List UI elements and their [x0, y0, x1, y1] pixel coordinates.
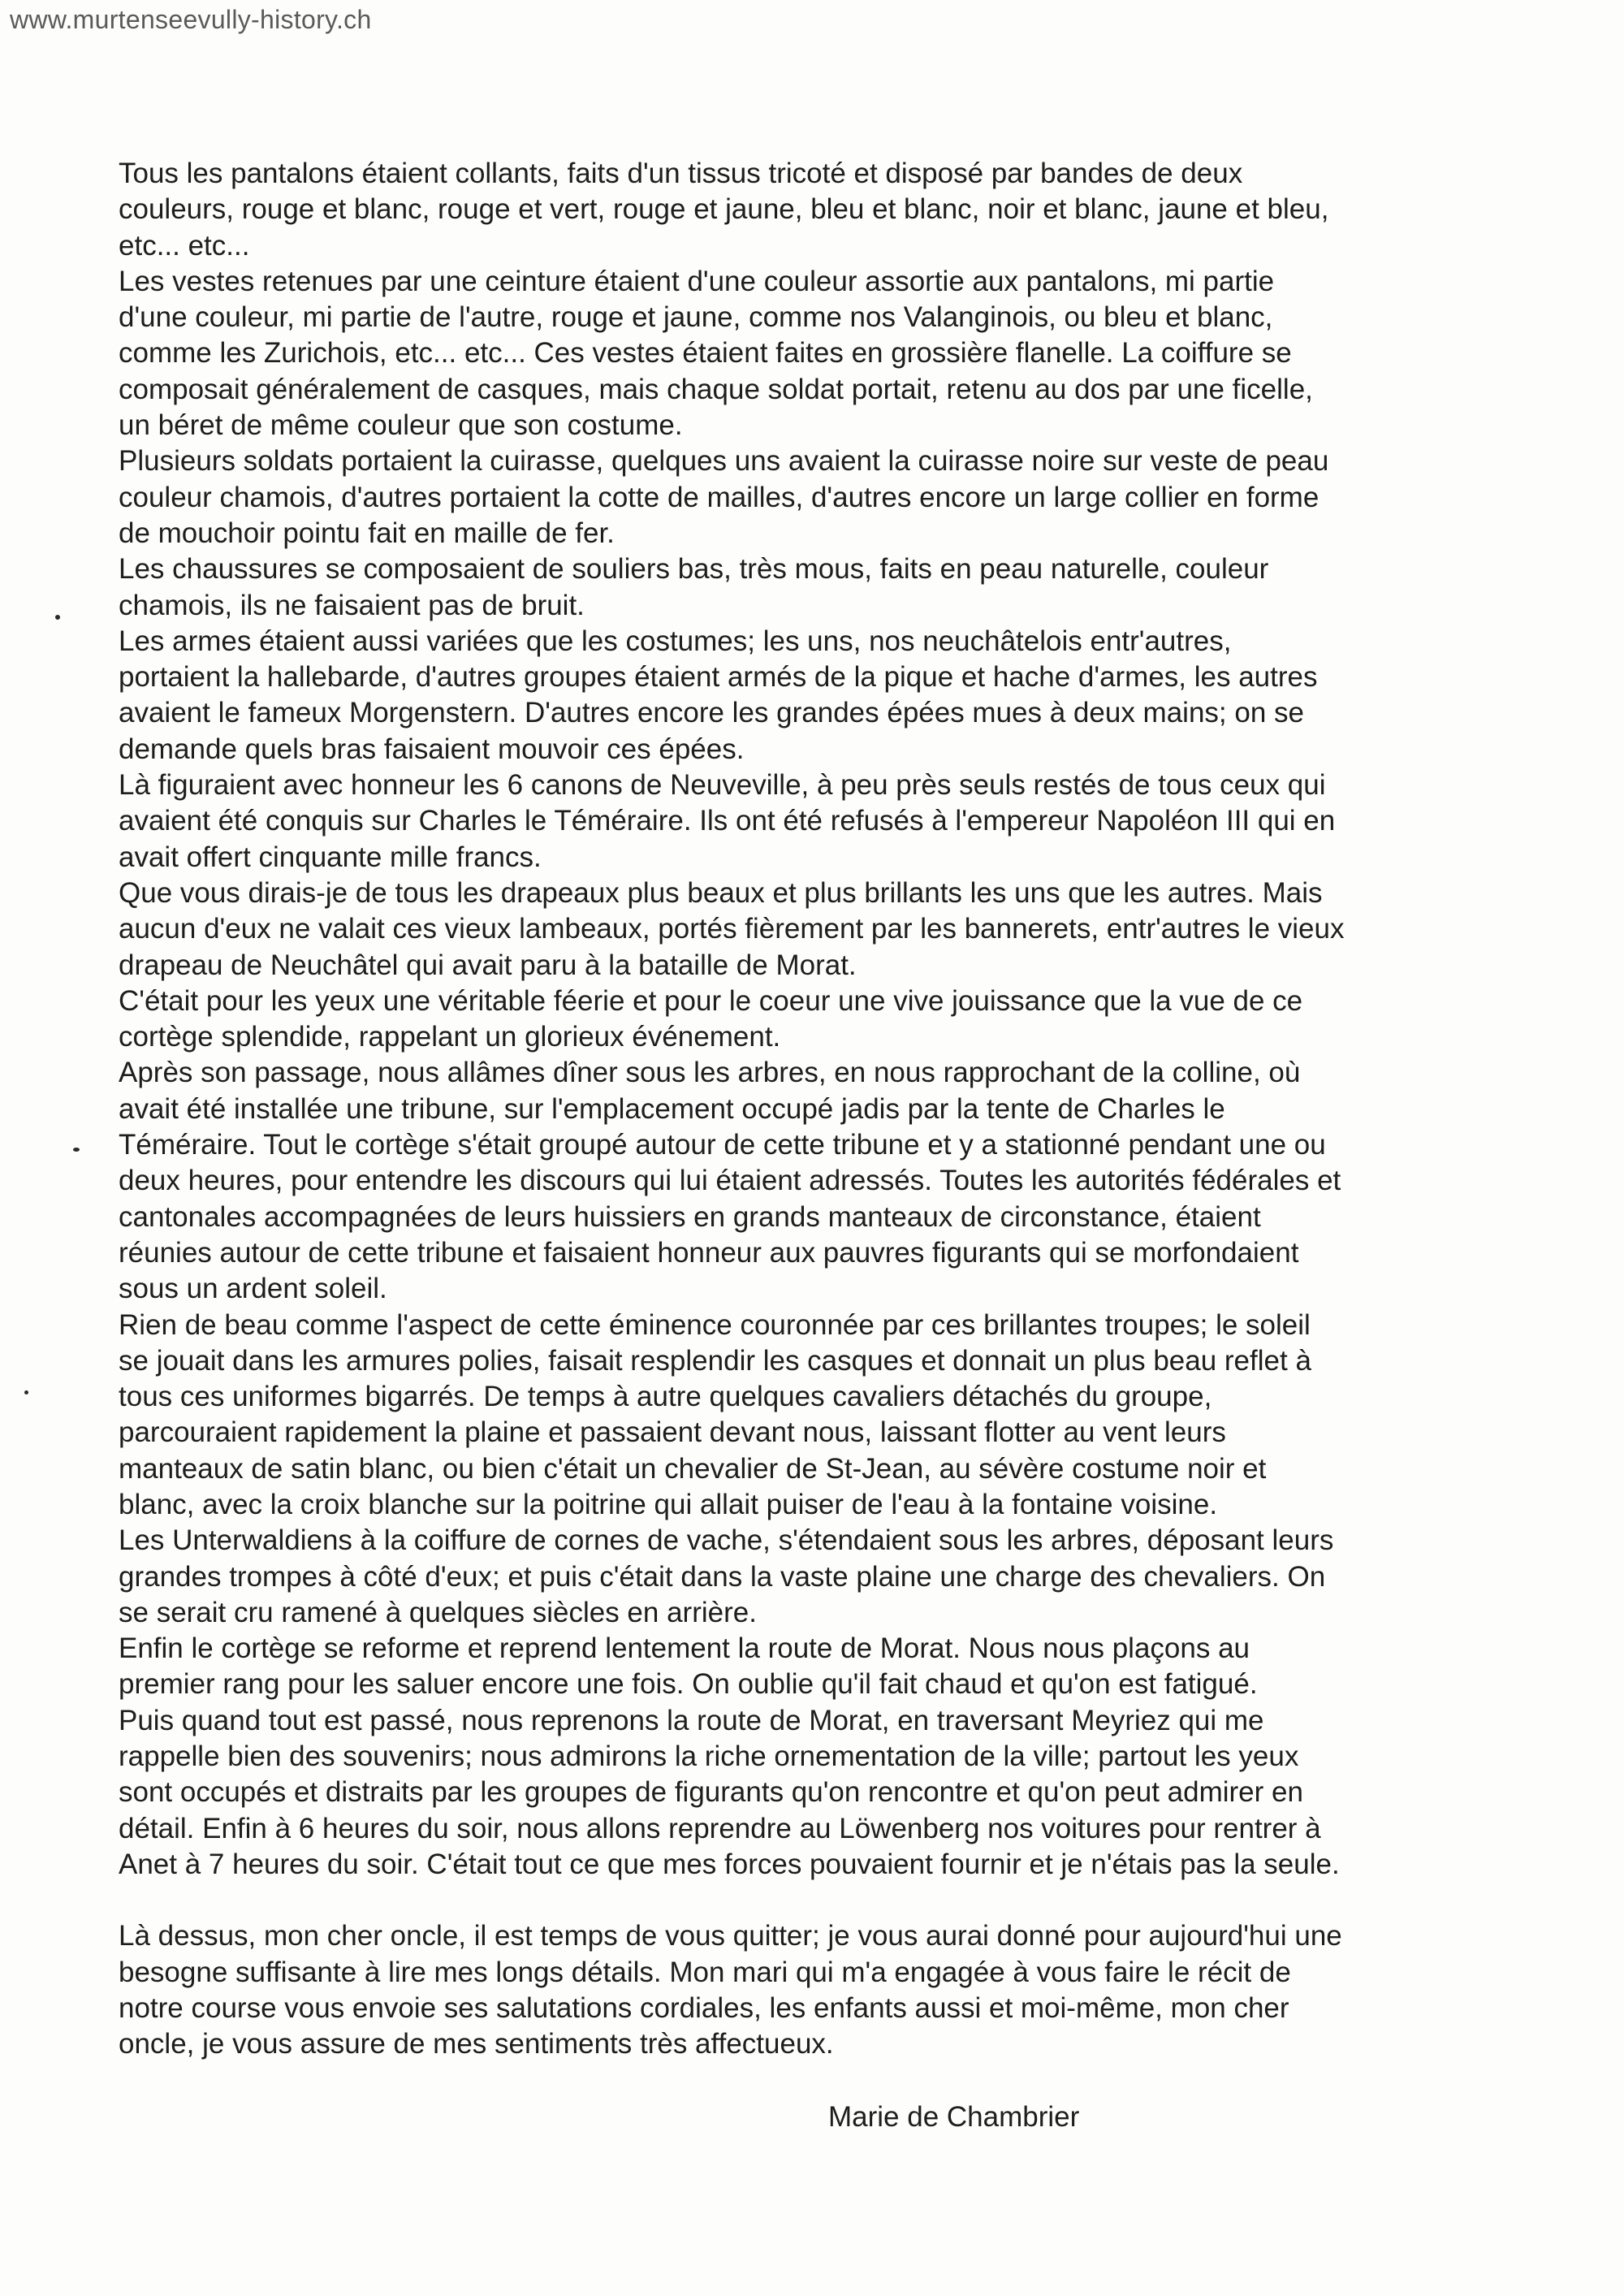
- text-line: d'une couleur, mi partie de l'autre, rouge et jaune, comme nos Valanginois, ou bleu et blanc,: [119, 301, 1273, 334]
- text-line: blanc, avec la croix blanche sur la poitrine qui allait puiser de l'eau à la fontaine voisine.: [119, 1488, 1218, 1520]
- text-line: couleurs, rouge et blanc, rouge et vert, rouge et jaune, bleu et blanc, noir et blanc, jaune et bleu,: [119, 193, 1329, 226]
- text-line: se serait cru ramené à quelques siècles en arrière.: [119, 1596, 757, 1628]
- text-line: sous un ardent soleil.: [119, 1273, 387, 1305]
- text-line: comme les Zurichois, etc... etc... Ces vestes étaient faites en grossière flanelle. La coiffure se: [119, 337, 1292, 370]
- text-line: avaient le fameux Morgenstern. D'autres encore les grandes épées mues à deux mains; on se: [119, 697, 1304, 729]
- text-line: besogne suffisante à lire mes longs détails. Mon mari qui m'a engagée à vous faire le récit de: [119, 1956, 1291, 1988]
- text-line: premier rang pour les saluer encore une fois. On oublie qu'il fait chaud et qu'on est fatigué.: [119, 1668, 1258, 1701]
- text-line: C'était pour les yeux une véritable féerie et pour le coeur une vive jouissance que la vue de ce: [119, 984, 1303, 1017]
- text-line: portaient la hallebarde, d'autres groupes étaient armés de la pique et hache d'armes, les autres: [119, 661, 1318, 694]
- source-url-header: www.murtenseevully-history.ch: [10, 5, 372, 34]
- text-line: Rien de beau comme l'aspect de cette éminence couronnée par ces brillantes troupes; le soleil: [119, 1308, 1311, 1341]
- text-line: de mouchoir pointu fait en maille de fer.: [119, 517, 615, 549]
- text-line: Plusieurs soldats portaient la cuirasse, quelques uns avaient la cuirasse noire sur veste de peau: [119, 445, 1329, 478]
- text-line: Les Unterwaldiens à la coiffure de cornes de vache, s'étendaient sous les arbres, déposant leurs: [119, 1524, 1334, 1557]
- text-line: Anet à 7 heures du soir. C'était tout ce que mes forces pouvaient fournir et je n'étais pas la seule.: [119, 1848, 1340, 1880]
- text-line: Enfin le cortège se reforme et reprend lentement la route de Morat. Nous nous plaçons au: [119, 1632, 1250, 1665]
- letter-body: [119, 156, 1450, 2062]
- text-line: chamois, ils ne faisaient pas de bruit.: [119, 589, 585, 621]
- text-line: Là figuraient avec honneur les 6 canons de Neuveville, à peu près seuls restés de tous ceux qui: [119, 769, 1326, 802]
- text-line: détail. Enfin à 6 heures du soir, nous allons reprendre au Löwenberg nos voitures pour rentrer à: [119, 1812, 1321, 1844]
- text-line: réunies autour de cette tribune et faisaient honneur aux pauvres figurants qui se morfondaient: [119, 1236, 1299, 1269]
- text-line: Que vous dirais-je de tous les drapeaux plus beaux et plus brillants les uns que les autres. Mais: [119, 876, 1323, 909]
- signature: Marie de Chambrier: [828, 2101, 1080, 2133]
- text-line: Téméraire. Tout le cortège s'était groupé autour de cette tribune et y a stationné pendant une ou: [119, 1129, 1326, 1161]
- text-line: cortège splendide, rappelant un glorieux événement.: [119, 1021, 781, 1053]
- text-line: se jouait dans les armures polies, faisait resplendir les casques et donnait un plus beau reflet à: [119, 1344, 1311, 1377]
- text-line: drapeau de Neuchâtel qui avait paru à la bataille de Morat.: [119, 949, 857, 981]
- letter-main-text: [119, 156, 1450, 1883]
- scan-speck: [55, 615, 60, 620]
- text-line: deux heures, pour entendre les discours qui lui étaient adressés. Toutes les autorités fédérales et: [119, 1165, 1341, 1197]
- text-line: cantonales accompagnées de leurs huissiers en grands manteaux de circonstance, étaient: [119, 1200, 1261, 1233]
- scan-speck: [24, 1390, 28, 1394]
- text-line: composait généralement de casques, mais chaque soldat portait, retenu au dos par une ficelle,: [119, 373, 1313, 405]
- text-line: oncle, je vous assure de mes sentiments très affectueux.: [119, 2028, 834, 2060]
- text-line: rappelle bien des souvenirs; nous admirons la riche ornementation de la ville; partout les yeux: [119, 1740, 1299, 1773]
- scan-speck: [73, 1148, 80, 1152]
- text-line: avait offert cinquante mille francs.: [119, 841, 542, 873]
- text-line: Tous les pantalons étaient collants, faits d'un tissus tricoté et disposé par bandes de deux: [119, 158, 1243, 189]
- text-line: parcouraient rapidement la plaine et passaient devant nous, laissant flotter au vent leurs: [119, 1416, 1226, 1449]
- text-line: avait été installée une tribune, sur l'emplacement occupé jadis par la tente de Charles le: [119, 1092, 1225, 1125]
- text-line: Puis quand tout est passé, nous reprenons la route de Morat, en traversant Meyriez qui me: [119, 1704, 1264, 1736]
- text-line: sont occupés et distraits par les groupes de figurants qu'on rencontre et qu'on peut admirer en: [119, 1776, 1303, 1809]
- text-line: Là dessus, mon cher oncle, il est temps de vous quitter; je vous aurai donné pour aujourd'hui une: [119, 1920, 1342, 1952]
- text-line: tous ces uniformes bigarrés. De temps à autre quelques cavaliers détachés du groupe,: [119, 1381, 1212, 1413]
- text-line: Les armes étaient aussi variées que les costumes; les uns, nos neuchâtelois entr'autres,: [119, 625, 1232, 657]
- text-line: aucun d'eux ne valait ces vieux lambeaux, portés fièrement par les bannerets, entr'autres le vieux: [119, 913, 1345, 945]
- text-line: couleur chamois, d'autres portaient la cotte de mailles, d'autres encore un large collier en forme: [119, 481, 1320, 513]
- text-line: Les chaussures se composaient de souliers bas, très mous, faits en peau naturelle, couleur: [119, 553, 1269, 586]
- text-line: grandes trompes à côté d'eux; et puis c'était dans la vaste plaine une charge des chevaliers. On: [119, 1560, 1326, 1593]
- text-line: demande quels bras faisaient mouvoir ces épées.: [119, 733, 745, 765]
- text-line: avaient été conquis sur Charles le Téméraire. Ils ont été refusés à l'empereur Napoléon III qui en: [119, 805, 1336, 837]
- text-line: un béret de même couleur que son costume.: [119, 409, 683, 442]
- closing-paragraph: [119, 1918, 1450, 2062]
- text-line: Après son passage, nous allâmes dîner sous les arbres, en nous rapprochant de la colline, où: [119, 1057, 1301, 1089]
- text-line: Les vestes retenues par une ceinture étaient d'une couleur assortie aux pantalons, mi partie: [119, 265, 1275, 297]
- text-line: notre course vous envoie ses salutations cordiales, les enfants aussi et moi-même, mon cher: [119, 1991, 1289, 2024]
- text-line: manteaux de satin blanc, ou bien c'était un chevalier de St-Jean, au sévère costume noir et: [119, 1452, 1267, 1485]
- text-line: etc... etc...: [119, 229, 250, 262]
